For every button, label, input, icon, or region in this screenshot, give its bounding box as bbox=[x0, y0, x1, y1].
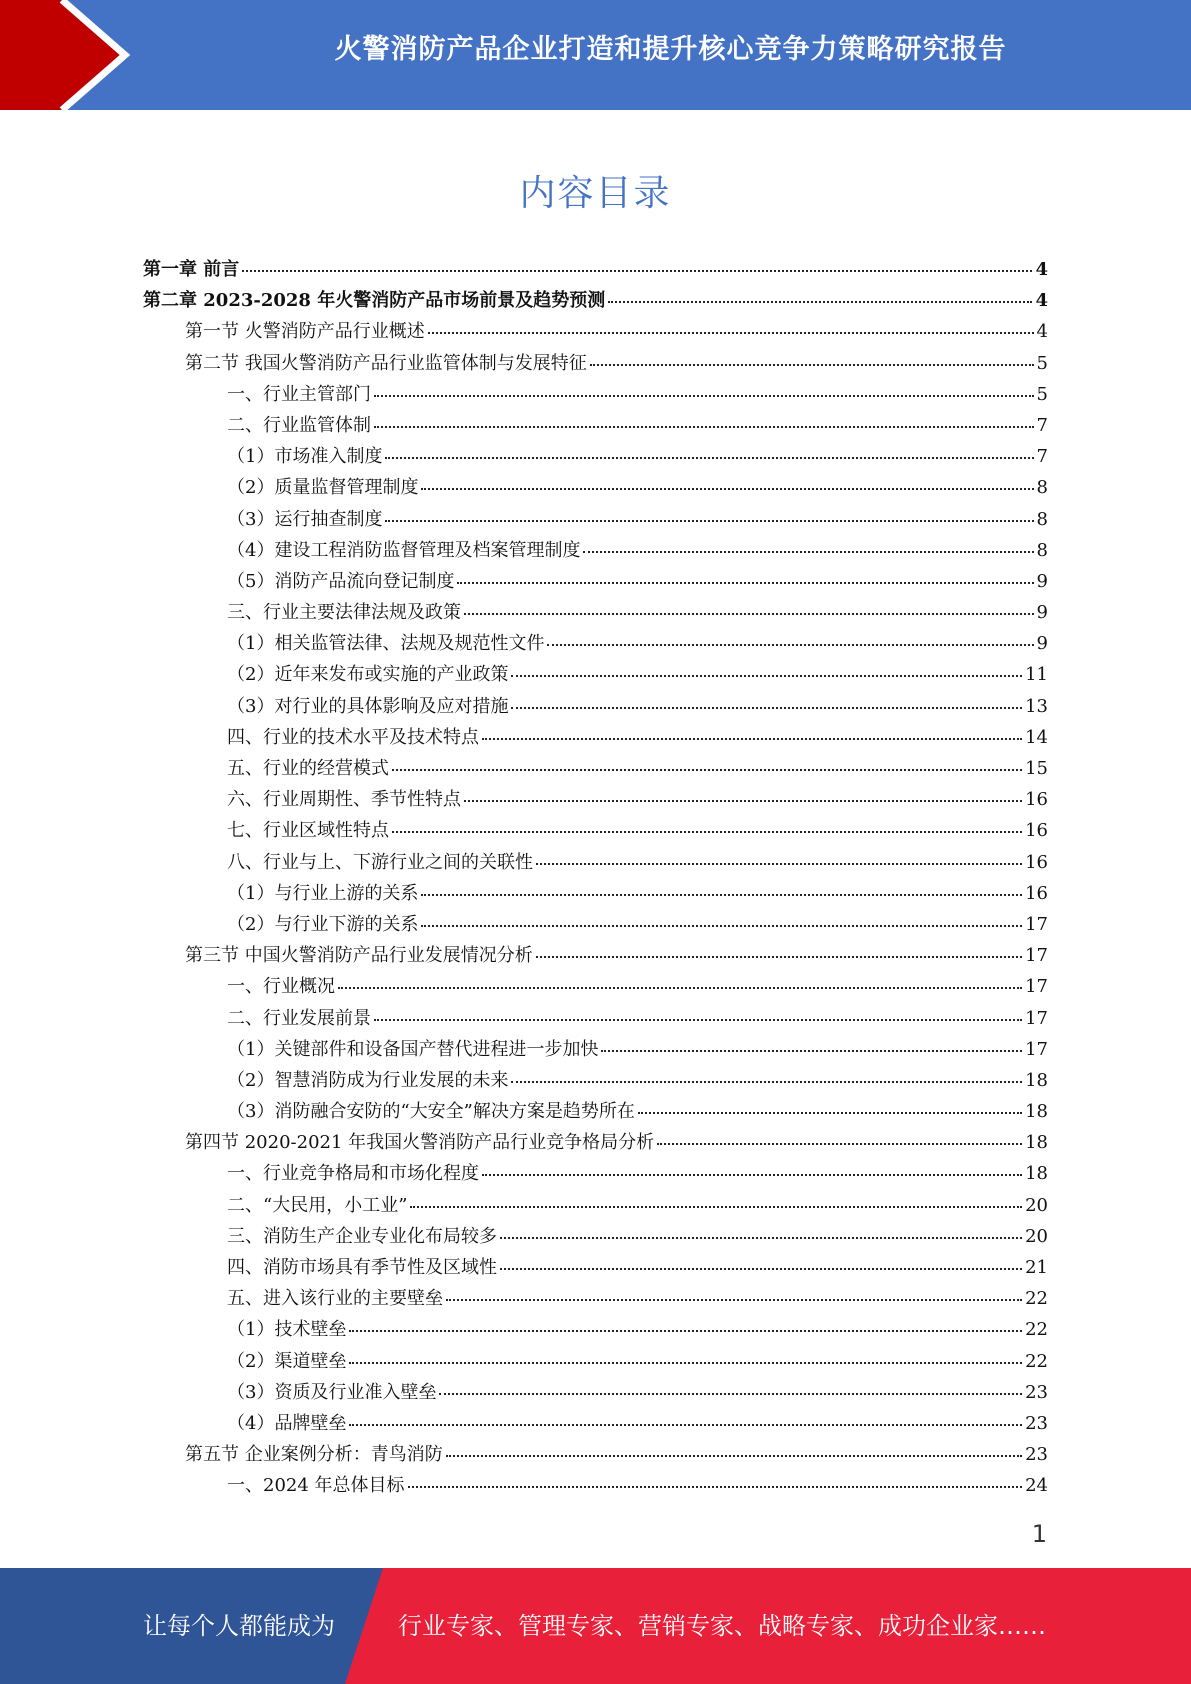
toc-dot-leader bbox=[638, 1100, 1022, 1114]
toc-dot-leader bbox=[242, 258, 1032, 272]
toc-entry-text: 第四节 2020-2021 年我国火警消防产品行业竞争格局分析 bbox=[185, 1132, 655, 1154]
toc-dot-leader bbox=[500, 1256, 1022, 1270]
toc-dot-leader bbox=[583, 539, 1033, 553]
toc-dot-leader bbox=[536, 944, 1022, 958]
toc-entry[interactable] bbox=[143, 1377, 1048, 1408]
toc-entry-page: 5 bbox=[1036, 383, 1048, 405]
toc-dot-leader bbox=[385, 508, 1033, 522]
toc-entry-text: 五、行业的经营模式 bbox=[227, 758, 389, 779]
toc-dot-leader bbox=[349, 1350, 1022, 1364]
toc-entry[interactable] bbox=[143, 659, 1048, 690]
toc-entry-text: 三、消防生产企业专业化布局较多 bbox=[227, 1225, 497, 1247]
toc-entry[interactable] bbox=[143, 1283, 1048, 1314]
toc-entry-page: 16 bbox=[1025, 882, 1048, 904]
toc-entry-page: 16 bbox=[1025, 789, 1048, 811]
toc-dot-leader bbox=[601, 1038, 1022, 1052]
toc-dot-leader bbox=[500, 1225, 1022, 1239]
toc-entry-page: 18 bbox=[1025, 1132, 1048, 1154]
toc-dot-leader bbox=[428, 320, 1034, 334]
report-title: 火警消防产品企业打造和提升核心竞争力策略研究报告 bbox=[334, 34, 1007, 65]
toc-entry[interactable] bbox=[143, 441, 1048, 472]
toc-entry-page: 9 bbox=[1036, 570, 1048, 592]
toc-entry-page: 16 bbox=[1025, 820, 1048, 842]
toc-dot-leader bbox=[410, 1194, 1022, 1208]
toc-dot-leader bbox=[608, 289, 1032, 303]
toc-entry-text: （1）相关监管法律、法规及规范性文件 bbox=[227, 633, 545, 655]
toc-dot-leader bbox=[374, 414, 1034, 428]
toc-dot-leader bbox=[590, 352, 1034, 366]
toc-entry-page: 22 bbox=[1025, 1350, 1048, 1372]
toc-entry-text: （1）关键部件和设备国产替代进程进一步加快 bbox=[227, 1038, 599, 1060]
toc-entry-page: 11 bbox=[1025, 664, 1048, 686]
toc-entry-page: 14 bbox=[1025, 726, 1048, 748]
toc-entry-page: 7 bbox=[1036, 446, 1048, 468]
toc-entry[interactable] bbox=[143, 1065, 1048, 1096]
toc-entry-text: （3）资质及行业准入壁垒 bbox=[227, 1381, 437, 1403]
toc-entry[interactable] bbox=[143, 597, 1048, 628]
toc-entry[interactable] bbox=[143, 971, 1048, 1002]
toc-entry[interactable] bbox=[143, 691, 1048, 722]
toc-entry[interactable] bbox=[143, 1158, 1048, 1189]
toc-dot-leader bbox=[511, 663, 1022, 677]
toc-dot-leader bbox=[421, 476, 1033, 490]
toc-entry-page: 18 bbox=[1025, 1069, 1048, 1091]
toc-entry[interactable] bbox=[143, 1003, 1048, 1034]
toc-dot-leader bbox=[338, 975, 1022, 989]
toc-dot-leader bbox=[457, 570, 1033, 584]
toc-entry-page: 21 bbox=[1025, 1257, 1048, 1278]
toc-entry-page: 18 bbox=[1025, 1101, 1048, 1123]
toc-dot-leader bbox=[547, 632, 1033, 646]
toc-entry[interactable] bbox=[143, 410, 1048, 441]
toc-entry-text: （2）质量监督管理制度 bbox=[227, 477, 419, 499]
header-arrow-decoration bbox=[0, 0, 160, 110]
toc-entry-text: （2）与行业下游的关系 bbox=[227, 913, 419, 935]
toc-entry-page: 9 bbox=[1036, 633, 1048, 655]
toc-dot-leader bbox=[408, 1474, 1023, 1488]
toc-entry-text: （2）智慧消防成为行业发展的未来 bbox=[227, 1069, 509, 1091]
toc-entry[interactable] bbox=[143, 878, 1048, 909]
toc-entry-text: （2）渠道壁垒 bbox=[227, 1350, 347, 1372]
toc-entry[interactable] bbox=[143, 909, 1048, 940]
toc-title: 内容目录 bbox=[519, 173, 672, 214]
toc-dot-leader bbox=[349, 1412, 1022, 1426]
toc-entry-text: 四、消防市场具有季节性及区域性 bbox=[227, 1257, 497, 1278]
toc-entry-text: 第五节 企业案例分析：青鸟消防 bbox=[185, 1444, 443, 1466]
toc-entry-text: 第二章 2023-2028 年火警消防产品市场前景及趋势预测 bbox=[143, 290, 606, 312]
toc-entry[interactable] bbox=[143, 1470, 1048, 1501]
toc-dot-leader bbox=[385, 445, 1033, 459]
toc-entry[interactable] bbox=[143, 348, 1048, 379]
toc-dot-leader bbox=[374, 1007, 1022, 1021]
toc-entry[interactable] bbox=[143, 628, 1048, 659]
toc-dot-leader bbox=[349, 1318, 1022, 1332]
page-header bbox=[0, 0, 1191, 110]
toc-entry-text: （3）对行业的具体影响及应对措施 bbox=[227, 695, 509, 717]
toc-entry-text: 第二节 我国火警消防产品行业监管体制与发展特征 bbox=[185, 352, 587, 374]
toc-entry[interactable] bbox=[143, 722, 1048, 753]
toc-entry-text: 第一章 前言 bbox=[143, 259, 240, 280]
toc-dot-leader bbox=[511, 1069, 1022, 1083]
table-of-contents bbox=[143, 254, 1048, 1502]
toc-entry[interactable] bbox=[143, 1190, 1048, 1221]
toc-entry-text: （1）技术壁垒 bbox=[227, 1319, 347, 1341]
toc-dot-leader bbox=[511, 695, 1022, 709]
toc-entry-text: （3）消防融合安防的“大安全”解决方案是趋势所在 bbox=[227, 1101, 635, 1123]
toc-entry-text: （5）消防产品流向登记制度 bbox=[227, 570, 455, 592]
toc-entry[interactable] bbox=[143, 254, 1048, 285]
toc-entry-page: 5 bbox=[1036, 352, 1048, 374]
toc-entry[interactable] bbox=[143, 1127, 1048, 1158]
toc-entry[interactable] bbox=[143, 847, 1048, 878]
toc-entry-page: 23 bbox=[1025, 1444, 1048, 1466]
toc-entry-page: 7 bbox=[1036, 414, 1048, 436]
toc-entry[interactable] bbox=[143, 1314, 1048, 1345]
toc-dot-leader bbox=[464, 788, 1022, 802]
toc-entry-text: 二、行业发展前景 bbox=[227, 1007, 371, 1029]
toc-entry-page: 13 bbox=[1025, 695, 1048, 717]
toc-dot-leader bbox=[657, 1131, 1022, 1145]
toc-entry-page: 4 bbox=[1036, 321, 1048, 343]
toc-dot-leader bbox=[374, 383, 1034, 397]
toc-dot-leader bbox=[439, 1381, 1022, 1395]
toc-entry-page: 20 bbox=[1025, 1194, 1048, 1216]
toc-entry-text: （4）建设工程消防监督管理及档案管理制度 bbox=[227, 539, 581, 561]
toc-entry-page: 22 bbox=[1025, 1319, 1048, 1341]
toc-entry[interactable] bbox=[143, 784, 1048, 815]
toc-entry-page: 17 bbox=[1025, 976, 1048, 998]
toc-dot-leader bbox=[392, 819, 1022, 833]
toc-entry[interactable] bbox=[143, 566, 1048, 597]
toc-entry[interactable] bbox=[143, 1034, 1048, 1065]
toc-entry-text: 一、行业概况 bbox=[227, 976, 335, 998]
footer-slogan-right: 行业专家、管理专家、营销专家、战略专家、成功企业家…… bbox=[398, 1612, 1046, 1640]
toc-entry-page: 20 bbox=[1025, 1225, 1048, 1247]
toc-entry-text: 第一节 火警消防产品行业概述 bbox=[185, 321, 425, 343]
toc-entry-text: 五、进入该行业的主要壁垒 bbox=[227, 1288, 443, 1310]
toc-entry-text: 四、行业的技术水平及技术特点 bbox=[227, 726, 479, 748]
toc-entry-page: 15 bbox=[1025, 758, 1048, 779]
toc-entry-text: （1）市场准入制度 bbox=[227, 446, 383, 468]
toc-entry-text: 三、行业主要法律法规及政策 bbox=[227, 602, 461, 624]
toc-dot-leader bbox=[421, 913, 1022, 927]
page-number: 1 bbox=[1031, 1520, 1047, 1548]
toc-entry[interactable] bbox=[143, 285, 1048, 316]
toc-entry-page: 8 bbox=[1036, 539, 1048, 561]
toc-entry-text: （2）近年来发布或实施的产业政策 bbox=[227, 664, 509, 686]
toc-dot-leader bbox=[446, 1443, 1022, 1457]
toc-entry-text: 一、2024 年总体目标 bbox=[227, 1475, 405, 1497]
toc-entry-page: 8 bbox=[1036, 477, 1048, 499]
page-footer bbox=[0, 1568, 1191, 1684]
toc-entry-text: 六、行业周期性、季节性特点 bbox=[227, 789, 461, 811]
toc-dot-leader bbox=[482, 1162, 1022, 1176]
toc-entry-text: 八、行业与上、下游行业之间的关联性 bbox=[227, 851, 533, 873]
toc-entry-page: 23 bbox=[1025, 1412, 1048, 1434]
toc-entry-page: 17 bbox=[1025, 913, 1048, 935]
toc-entry[interactable] bbox=[143, 815, 1048, 846]
toc-entry-text: 第三节 中国火警消防产品行业发展情况分析 bbox=[185, 945, 533, 967]
toc-entry-page: 9 bbox=[1036, 602, 1048, 624]
toc-dot-leader bbox=[421, 882, 1022, 896]
toc-dot-leader bbox=[446, 1287, 1022, 1301]
toc-entry[interactable] bbox=[143, 535, 1048, 566]
toc-dot-leader bbox=[536, 851, 1022, 865]
toc-entry-page: 8 bbox=[1036, 508, 1048, 530]
toc-entry[interactable] bbox=[143, 1096, 1048, 1127]
toc-entry-page: 22 bbox=[1025, 1288, 1048, 1310]
toc-entry-page: 4 bbox=[1035, 290, 1048, 312]
toc-entry-page: 17 bbox=[1025, 945, 1048, 967]
toc-dot-leader bbox=[482, 726, 1022, 740]
toc-entry-page: 17 bbox=[1025, 1038, 1048, 1060]
toc-entry-page: 17 bbox=[1025, 1007, 1048, 1029]
toc-entry[interactable] bbox=[143, 1408, 1048, 1439]
toc-entry-text: 二、“大民用，小工业” bbox=[227, 1194, 408, 1216]
toc-entry-text: 七、行业区域性特点 bbox=[227, 820, 389, 842]
toc-entry-text: （4）品牌壁垒 bbox=[227, 1412, 347, 1434]
toc-entry[interactable] bbox=[143, 472, 1048, 503]
toc-entry-page: 4 bbox=[1035, 259, 1048, 280]
toc-entry[interactable] bbox=[143, 316, 1048, 347]
toc-entry[interactable] bbox=[143, 1221, 1048, 1252]
toc-dot-leader bbox=[464, 601, 1034, 615]
toc-entry-page: 23 bbox=[1025, 1381, 1048, 1403]
toc-entry[interactable] bbox=[143, 504, 1048, 535]
toc-entry-text: 二、行业监管体制 bbox=[227, 414, 371, 436]
toc-entry-text: 一、行业竞争格局和市场化程度 bbox=[227, 1163, 479, 1185]
toc-entry-page: 16 bbox=[1025, 851, 1048, 873]
toc-entry-text: （3）运行抽查制度 bbox=[227, 508, 383, 530]
toc-entry-text: 一、行业主管部门 bbox=[227, 383, 371, 405]
toc-entry[interactable] bbox=[143, 753, 1048, 784]
toc-entry-page: 24 bbox=[1025, 1475, 1048, 1497]
toc-entry[interactable] bbox=[143, 1346, 1048, 1377]
toc-entry[interactable] bbox=[143, 1439, 1048, 1470]
toc-dot-leader bbox=[392, 757, 1022, 771]
footer-slogan-left: 让每个人都能成为 bbox=[143, 1612, 335, 1640]
toc-entry-text: （1）与行业上游的关系 bbox=[227, 882, 419, 904]
toc-entry[interactable] bbox=[143, 379, 1048, 410]
toc-entry[interactable] bbox=[143, 1252, 1048, 1283]
toc-entry-page: 18 bbox=[1025, 1163, 1048, 1185]
toc-entry[interactable] bbox=[143, 940, 1048, 971]
